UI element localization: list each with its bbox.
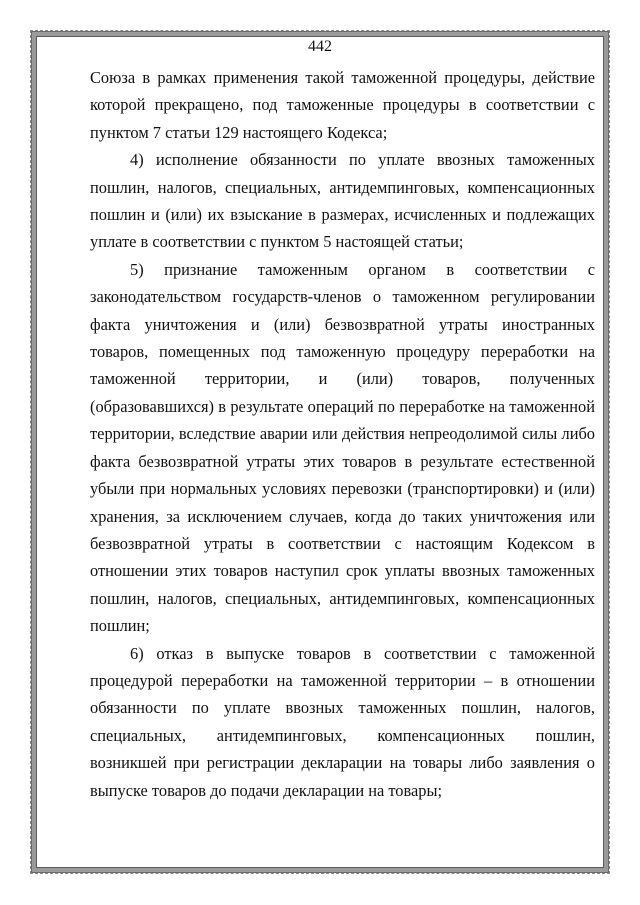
paragraph-item-5: 5) признание таможенным органом в соответствии с законодательством государств-членов о таможенном регулировании факта уничтожения и (или) безвозвратной утраты иностранных товаров, помещенных под таможенную процедуру переработки на таможенной территории, и (или) товаров, полученных (образовавшихся) в результате операций по переработке на таможенной территории, вследствие аварии или действия непреодолимой силы либо факта безвозвратной утраты этих товаров в результате естественной убыли при нормальных условиях перевозки (транспортировки) и (или) хранения, за исключением случаев, когда до таких уничтожения или безвозвратной утраты в соответствии с настоящим Кодексом в отношении этих товаров наступил срок уплаты ввозных таможенных пошлин, налогов, специальных, антидемпинговых, компенсационных пошлин; [90,259,595,636]
paragraph-item-6: 6) отказ в выпуске товаров в соответствии с таможенной процедурой переработки на таможенной территории – в отношении обязанности по уплате ввозных таможенных пошлин, налогов, специальных, антидемпинговых, компенсационных пошлин, возникшей при регистрации декларации на товары либо заявления о выпуске товаров до подачи декларации на товары; [90,643,595,800]
document-body [90,64,595,804]
paragraph-continuation: Союза в рамках применения такой таможенной процедуры, действие которой прекращено, под таможенные процедуры в соответствии с пунктом 7 статьи 129 настоящего Кодекса; [90,68,595,142]
page-number: 442 [308,38,332,55]
paragraph-item-4: 4) исполнение обязанности по уплате ввозных таможенных пошлин, налогов, специальных, антидемпинговых, компенсационных пошлин и (или) их взыскание в размерах, исчисленных и подлежащих уплате в соответствии с пунктом 5 настоящей статьи; [90,150,595,252]
